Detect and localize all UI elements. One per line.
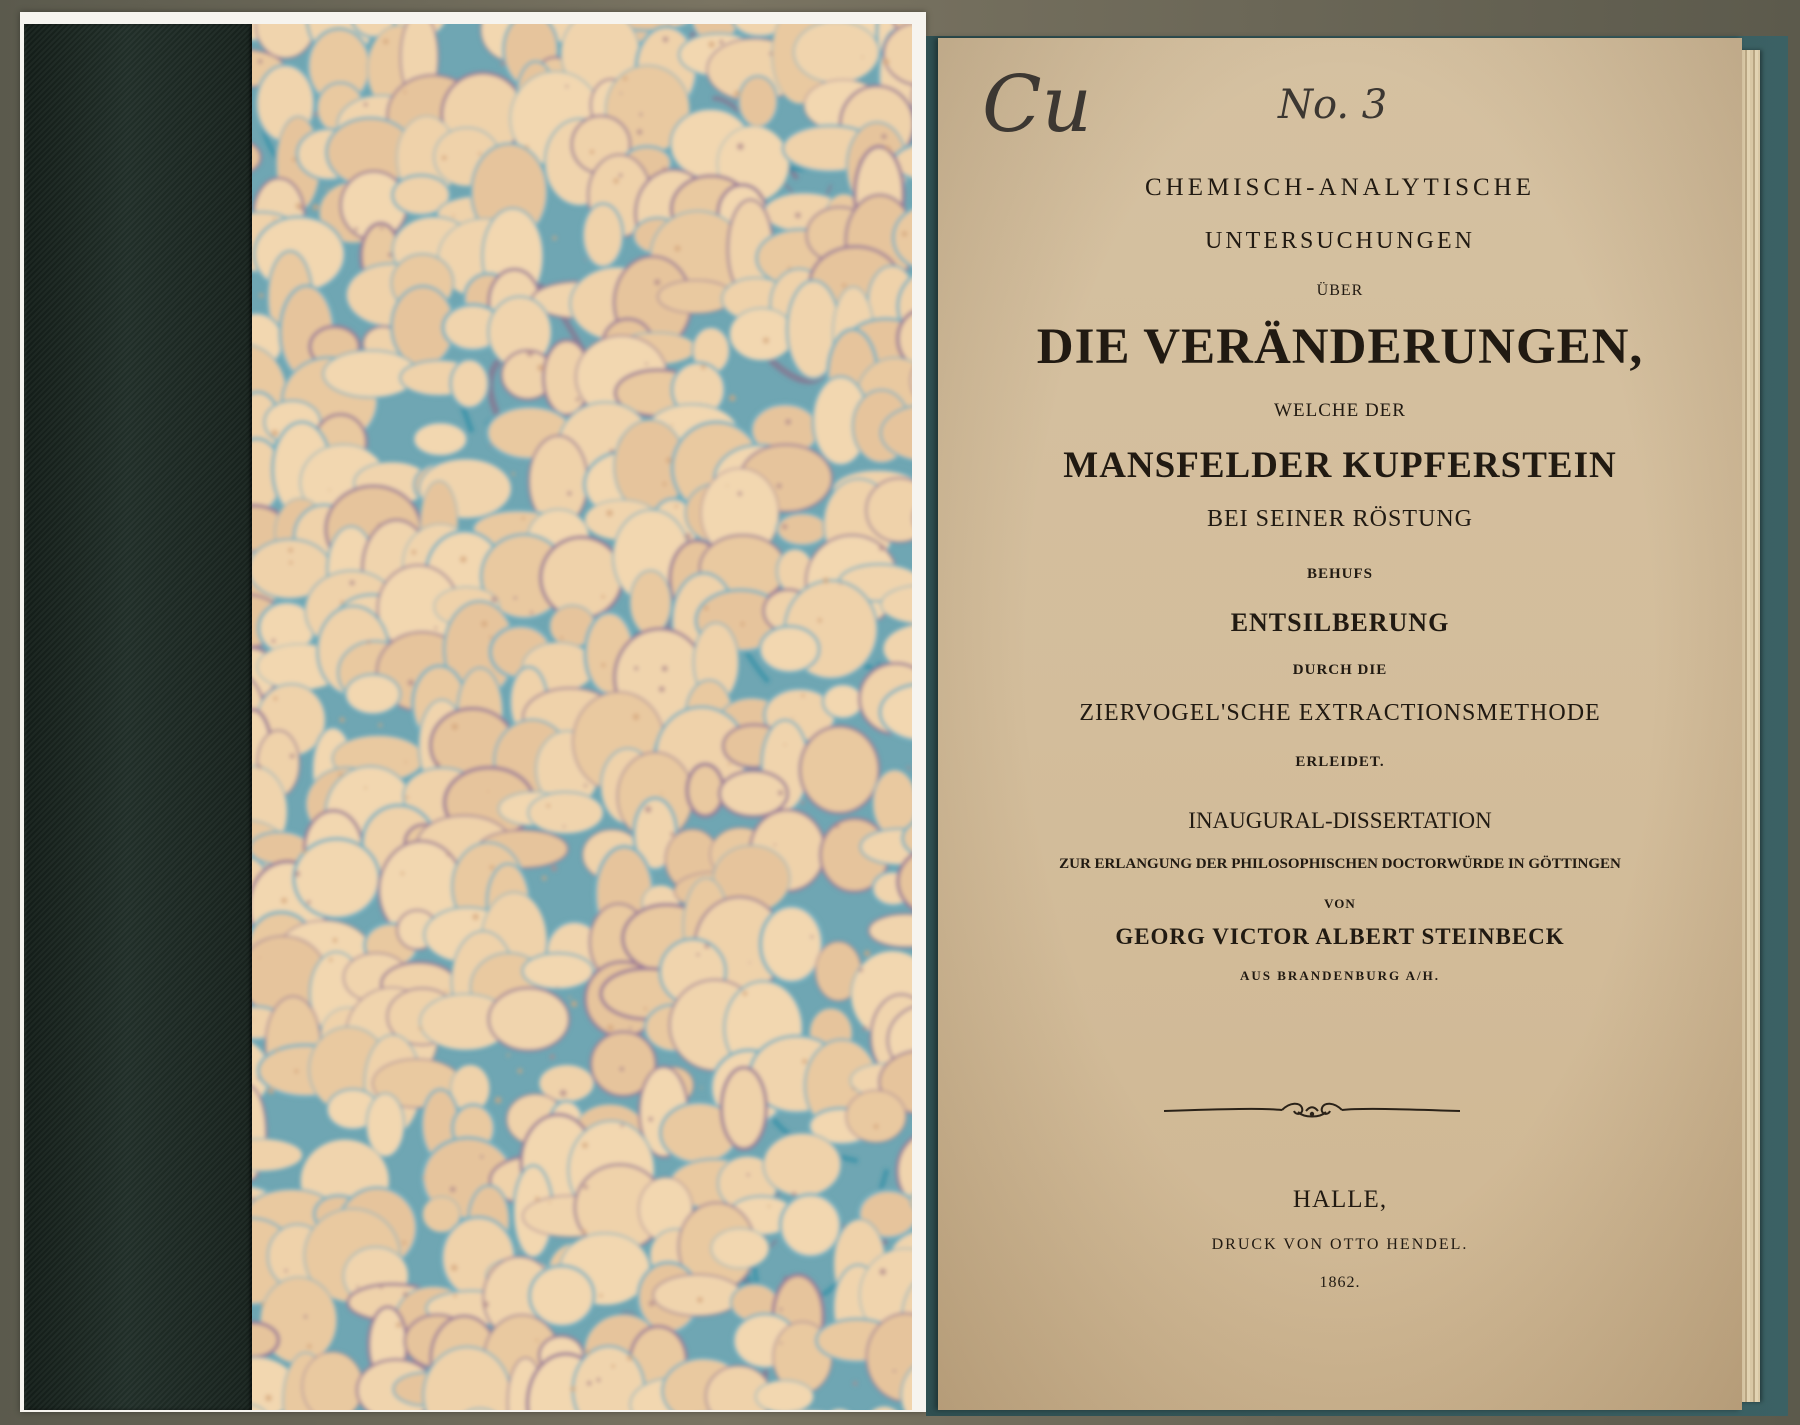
imprint-printer: DRUCK VON OTTO HENDEL. [1211, 1236, 1469, 1253]
imprint-place: HALLE, [1292, 1186, 1388, 1213]
ornamental-rule [1164, 1098, 1460, 1124]
handwritten-number: No. 3 [1278, 82, 1388, 128]
leather-spine [24, 24, 252, 1410]
title-line-12: ERLEIDET. [1295, 754, 1385, 770]
title-line-6: MANSFELDER KUPFERSTEIN [1063, 445, 1617, 486]
marbled-paper-board [252, 24, 912, 1410]
title-line-11: ZIERVOGEL'SCHE EXTRACTIONSMETHODE [1079, 700, 1601, 726]
title-page [938, 38, 1742, 1410]
title-line-15: VON [1324, 896, 1356, 911]
title-line-10: DURCH DIE [1292, 662, 1388, 678]
handwritten-shelfmark: Cu [982, 60, 1092, 150]
title-line-5: WELCHE DER [1274, 400, 1406, 421]
title-line-9: ENTSILBERUNG [1230, 608, 1450, 637]
title-line-3: ÜBER [1316, 282, 1364, 299]
title-line-7: BEI SEINER RÖSTUNG [1206, 506, 1473, 532]
imprint-year: 1862. [1319, 1274, 1361, 1291]
marble-pattern [252, 24, 912, 1410]
title-line-13: INAUGURAL-DISSERTATION [1188, 808, 1492, 833]
title-line-4: DIE VERÄNDERUNGEN, [1036, 319, 1644, 375]
title-line-1: CHEMISCH-ANALYTISCHE [1145, 174, 1535, 201]
author-name: GEORG VICTOR ALBERT STEINBECK [1115, 924, 1565, 949]
author-origin: AUS BRANDENBURG A/H. [1240, 968, 1440, 983]
title-line-2: UNTERSUCHUNGEN [1205, 228, 1475, 254]
title-line-8: BEHUFS [1306, 566, 1373, 582]
title-line-14: ZUR ERLANGUNG DER PHILOSOPHISCHEN DOCTORWÜRDE IN GÖTTINGEN [1059, 856, 1621, 872]
